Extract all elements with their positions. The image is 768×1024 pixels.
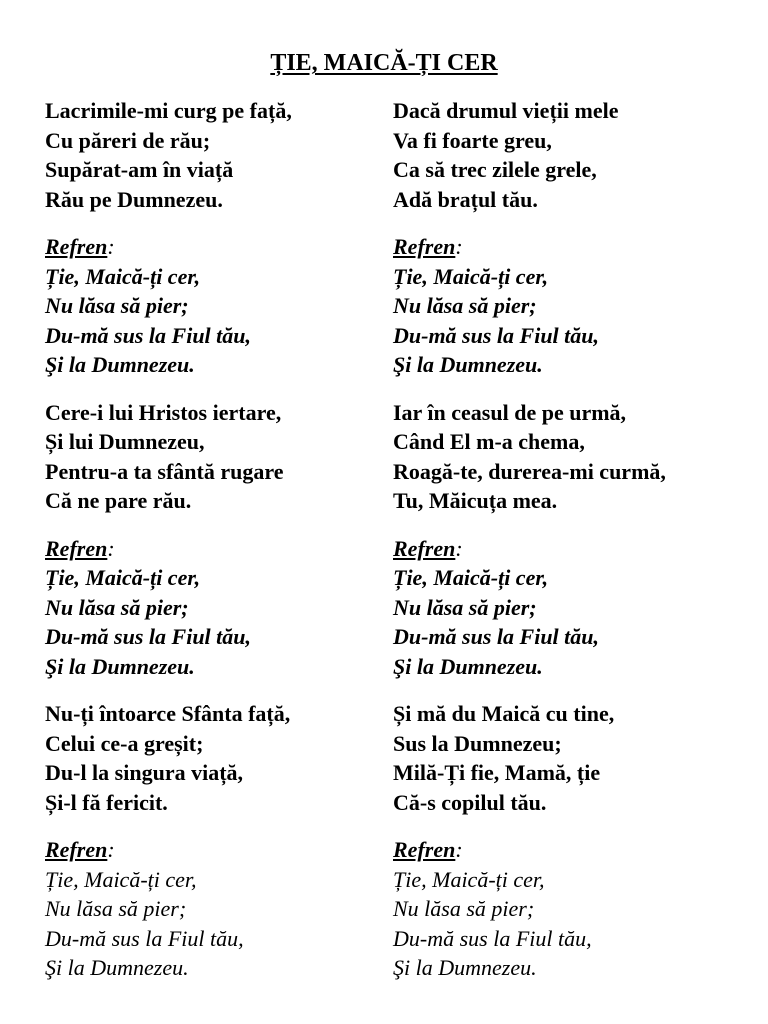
refrain-line: Ție, Maică-ți cer, — [45, 263, 201, 289]
refrain-line: Şi la Dumnezeu. — [45, 653, 195, 679]
refrain-label-text: Refren — [393, 535, 456, 561]
song-title: ȚIE, MAICĂ-ȚI CER — [270, 50, 498, 76]
refrain-line: Nu lăsa să pier; — [393, 594, 537, 620]
verse-line: Iar în ceasul de pe urmă, — [393, 399, 627, 425]
refrain-block — [45, 232, 385, 380]
verse-line: Nu-ți întoarce Sfânta față, — [45, 701, 291, 726]
verse-line: Când El m-a chema, — [393, 429, 585, 454]
refrain-block — [393, 232, 763, 380]
verse-line: Milă-Ți fie, Mamă, ție — [393, 760, 601, 785]
refrain-line: Nu lăsa să pier; — [45, 594, 189, 620]
verse-line: Dacă drumul vieții mele — [393, 98, 619, 123]
verse-line: Celui ce-a greșit; — [45, 730, 204, 756]
refrain-block — [393, 835, 763, 983]
refrain-label — [45, 835, 385, 865]
refrain-label — [45, 232, 385, 262]
refrain-label — [393, 534, 763, 564]
refrain-label-colon: : — [107, 837, 115, 862]
refrain-line: Nu lăsa să pier; — [45, 896, 187, 921]
refrain-label-colon: : — [107, 535, 115, 561]
refrain-label-text: Refren — [393, 234, 456, 259]
refrain-label-text: Refren — [45, 837, 108, 862]
verse-line: Că-s copilul tău. — [393, 789, 547, 815]
refrain-block — [393, 534, 763, 682]
refrain-line: Du-mă sus la Fiul tău, — [393, 925, 592, 951]
refrain-line: Du-mă sus la Fiul tău, — [45, 925, 244, 951]
refrain-line: Şi la Dumnezeu. — [393, 653, 543, 679]
refrain-label-colon: : — [455, 535, 463, 561]
verse-line: Pentru-a ta sfântă rugare — [45, 458, 284, 484]
left-column — [45, 96, 385, 983]
refrain-label — [393, 232, 763, 262]
refrain-label-colon: : — [455, 837, 463, 862]
verse-line: Cu păreri de rău; — [45, 127, 211, 153]
refrain-line: Ție, Maică-ți cer, — [45, 565, 201, 590]
refrain-label-text: Refren — [45, 234, 108, 259]
refrain-line: Du-mă sus la Fiul tău, — [45, 624, 252, 649]
verse-stanza — [393, 398, 763, 516]
refrain-line: Ție, Maică-ți cer, — [45, 866, 197, 892]
verse-stanza — [393, 96, 763, 214]
refrain-line: Nu lăsa să pier; — [393, 896, 535, 921]
verse-line: Va fi foarte greu, — [393, 127, 552, 153]
verse-line: Că ne pare rău. — [45, 488, 192, 513]
refrain-label-colon: : — [455, 234, 463, 259]
verse-line: Tu, Măicuța mea. — [393, 488, 558, 513]
verse-stanza — [393, 699, 763, 817]
verse-line: Supărat-am în viață — [45, 157, 234, 182]
right-column — [393, 96, 763, 983]
verse-line: Sus la Dumnezeu; — [393, 730, 562, 756]
refrain-label-text: Refren — [45, 535, 108, 561]
verse-line: Du-l la singura viață, — [45, 760, 244, 785]
verse-line: Roagă-te, durerea-mi curmă, — [393, 458, 666, 484]
refrain-line: Du-mă sus la Fiul tău, — [393, 624, 600, 649]
refrain-line: Nu lăsa să pier; — [393, 293, 537, 318]
verse-stanza — [45, 96, 385, 214]
refrain-block — [45, 534, 385, 682]
verse-stanza — [45, 398, 385, 516]
refrain-line: Şi la Dumnezeu. — [393, 352, 543, 377]
verse-line: Și mă du Maică cu tine, — [393, 701, 615, 726]
refrain-line: Ție, Maică-ți cer, — [393, 866, 545, 892]
verse-line: Adă brațul tău. — [393, 186, 538, 212]
refrain-line: Ție, Maică-ți cer, — [393, 565, 549, 590]
refrain-line: Du-mă sus la Fiul tău, — [45, 322, 252, 348]
refrain-label — [393, 835, 763, 865]
verse-line: Ca să trec zilele grele, — [393, 157, 597, 182]
refrain-line: Ție, Maică-ți cer, — [393, 263, 549, 289]
verse-line: Și lui Dumnezeu, — [45, 429, 205, 454]
verse-line: Și-l fă fericit. — [45, 789, 168, 815]
refrain-line: Du-mă sus la Fiul tău, — [393, 322, 600, 348]
verse-line: Lacrimile-mi curg pe față, — [45, 98, 292, 123]
refrain-line: Şi la Dumnezeu. — [45, 955, 189, 980]
verse-line: Cere-i lui Hristos iertare, — [45, 399, 282, 425]
verse-stanza — [45, 699, 385, 817]
refrain-line: Nu lăsa să pier; — [45, 293, 189, 318]
refrain-label-colon: : — [107, 234, 115, 259]
refrain-line: Şi la Dumnezeu. — [45, 352, 195, 377]
verse-line: Rău pe Dumnezeu. — [45, 186, 223, 212]
refrain-line: Şi la Dumnezeu. — [393, 955, 537, 980]
refrain-label — [45, 534, 385, 564]
refrain-block — [45, 835, 385, 983]
refrain-label-text: Refren — [393, 837, 456, 862]
